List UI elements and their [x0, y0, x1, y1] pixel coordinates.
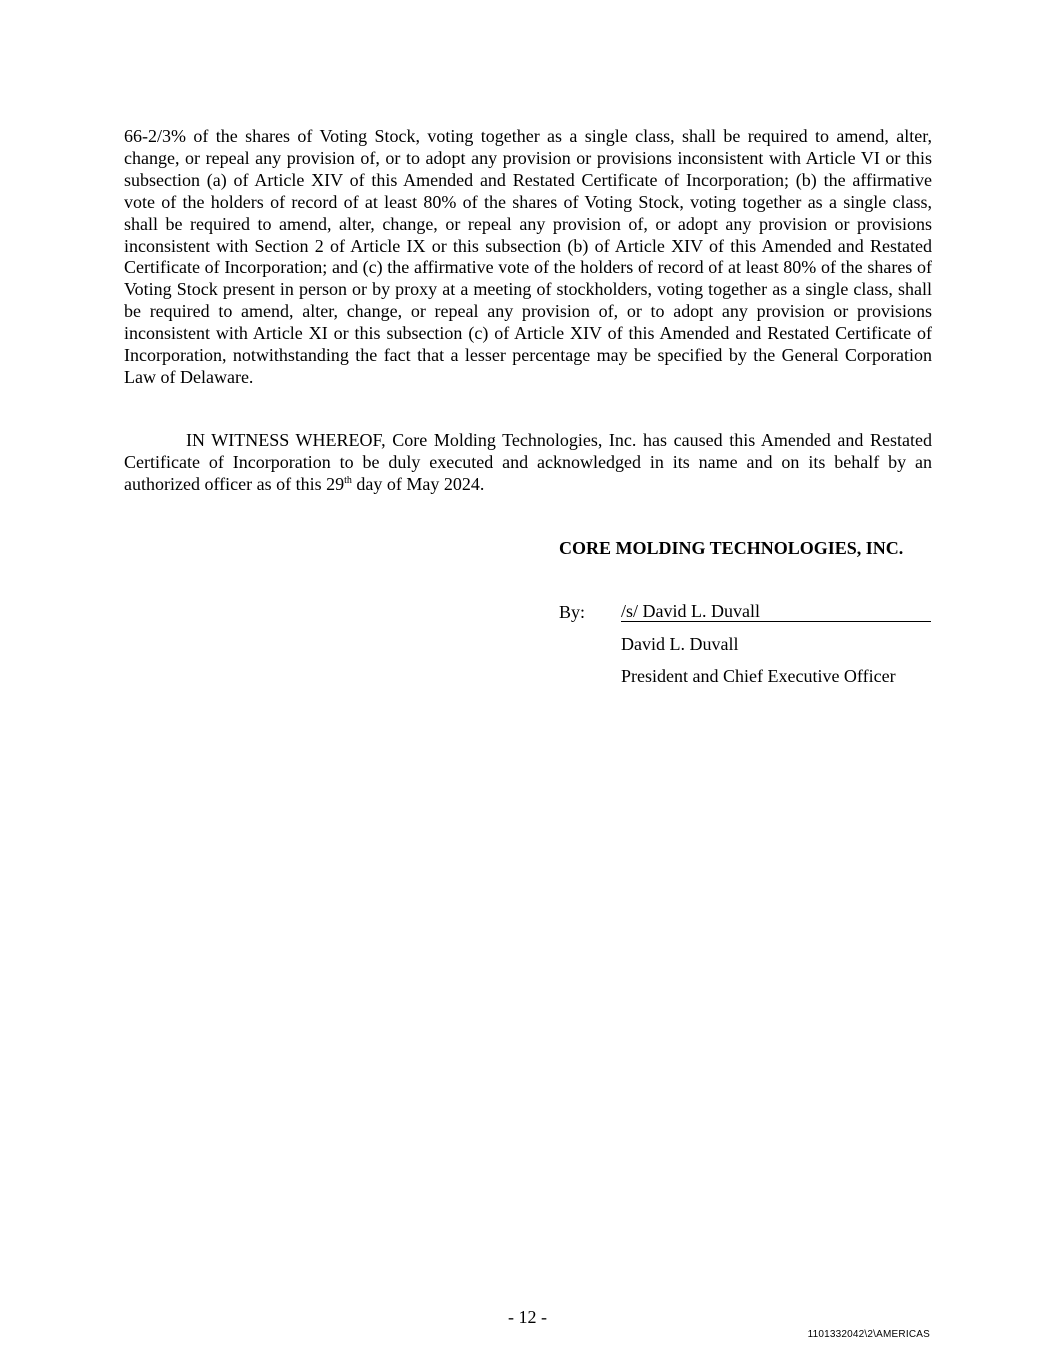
by-label: By: [559, 602, 586, 622]
day-ordinal-suffix: th [344, 474, 352, 486]
signer-title: President and Chief Executive Officer [621, 666, 896, 686]
article-xiv-paragraph: 66-2/3% of the shares of Voting Stock, voting together as a single class, shall be required to amend, alter, change, or repeal any provision of, or to adopt any provision or provisions inconsistent with Article VI or this subsection (a) of Article XIV of this Amended and Restated Certificate of Incorporation; (b) the affirmative vote of the holders of record of at least 80% of the shares of Voting Stock, voting together as a single class, shall be required to amend, alter, change, or repeal any provision of, or adopt any provision or provisions inconsistent with Section 2 of Article IX or this subsection (b) of Article XIV of this Amended and Restated Certificate of Incorporation; and (c) the affirmative vote of the holders of record of at least 80% of the shares of Voting Stock present in person or by proxy at a meeting of stockholders, voting together as a single class, shall be required to amend, alter, change, or repeal any provision of, or to adopt any provision or provisions inconsistent with Article XI or this subsection (c) of Article XIV of this Amended and Restated Certificate of Incorporation, notwithstanding the fact that a lesser percentage may be specified by the General Corporation Law of Delaware. [124, 126, 932, 387]
company-name: CORE MOLDING TECHNOLOGIES, INC. [559, 538, 904, 558]
witness-text: IN WITNESS WHEREOF, Core Molding Technologies, Inc. has caused this Amended and Restated Certificate of Incorporation to be duly executed and acknowledged in its name and on its behalf by an authorized officer as of this 29 [124, 430, 932, 494]
witness-paragraph [124, 430, 932, 496]
signature-line [621, 602, 931, 622]
document-id: 1101332042\2\AMERICAS [807, 1329, 930, 1340]
witness-date-text: day of May 2024. [351, 473, 485, 494]
signature-text: /s/ David L. Duvall [621, 601, 760, 621]
page-number: - 12 - [508, 1307, 547, 1327]
signer-name: David L. Duvall [621, 634, 739, 654]
